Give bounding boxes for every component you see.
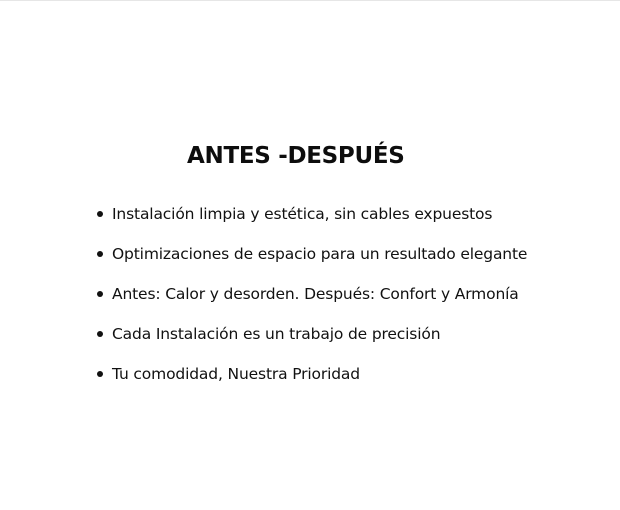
feature-list: [96, 202, 527, 402]
list-item: [96, 362, 527, 402]
list-item: [96, 242, 527, 282]
list-item-text: Cada Instalación es un trabajo de precisión: [112, 325, 441, 343]
page-title: ANTES -DESPUÉS: [187, 143, 405, 169]
list-item-text: Tu comodidad, Nuestra Prioridad: [112, 365, 360, 383]
list-item: [96, 322, 527, 362]
list-item: [96, 282, 527, 322]
list-item: [96, 202, 527, 242]
bullet-icon: [97, 371, 103, 377]
list-item-text: Antes: Calor y desorden. Después: Confort y Armonía: [112, 285, 519, 303]
bullet-icon: [97, 331, 103, 337]
bullet-icon: [97, 291, 103, 297]
bullet-icon: [97, 251, 103, 257]
list-item-text: Optimizaciones de espacio para un resultado elegante: [112, 245, 528, 263]
list-item-text: Instalación limpia y estética, sin cables expuestos: [112, 205, 493, 223]
top-divider: [0, 0, 620, 1]
bullet-icon: [97, 211, 103, 217]
